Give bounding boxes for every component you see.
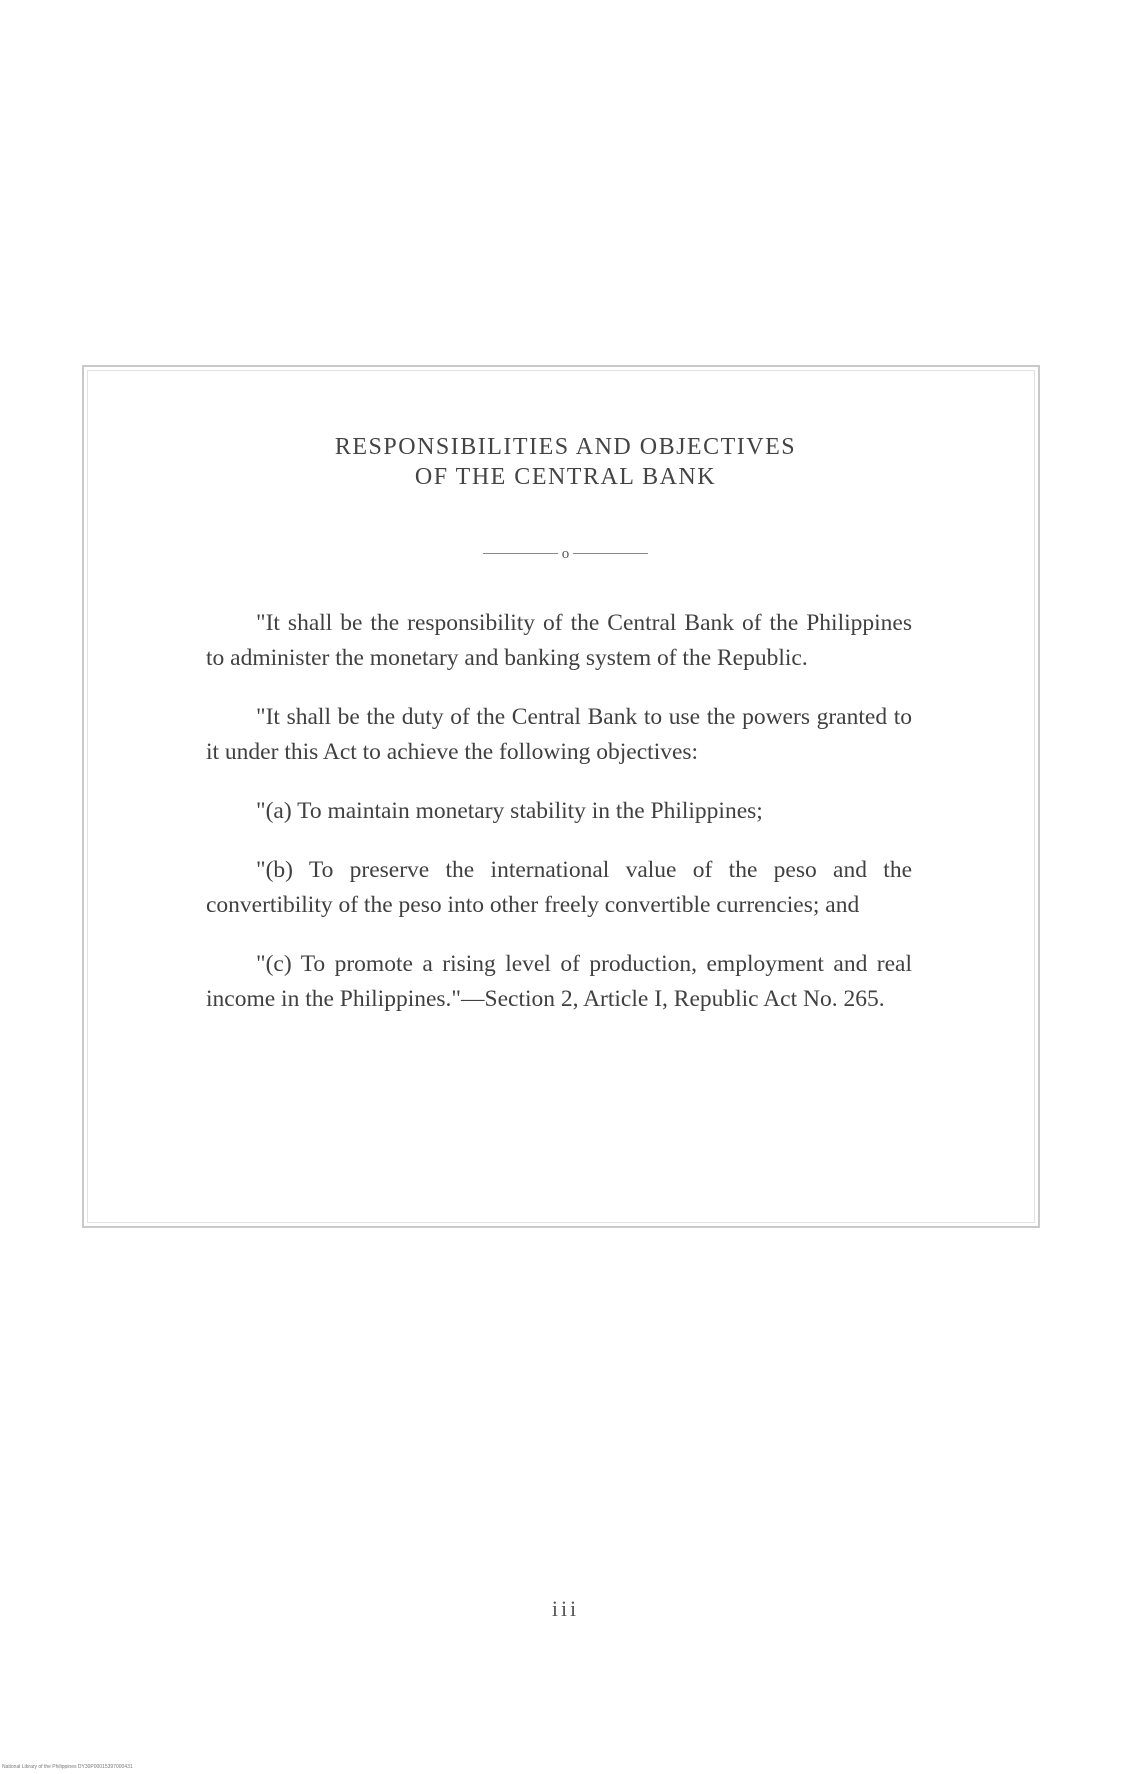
paragraph-objective-a: "(a) To maintain monetary stability in the Philippines;: [256, 798, 763, 824]
ornament-rule-left: [483, 553, 558, 554]
scan-footer: National Library of the Philippines DY30P00015397000431: [2, 1764, 133, 1770]
paragraph-objective-c: "(c) To promote a rising level of production, employment and real income in the Philippines."—Section 2, Article I, Republic Act No. 265.: [206, 951, 912, 1012]
title-line-1: RESPONSIBILITIES AND OBJECTIVES: [334, 434, 797, 460]
title-line-2: OF THE CENTRAL BANK: [414, 464, 717, 490]
ornament-mark: o: [561, 545, 570, 562]
quoted-text-body: [206, 606, 912, 1041]
ornament-rule-right: [573, 553, 648, 554]
ornament-divider: [0, 542, 1131, 564]
page-number: iii: [551, 1596, 580, 1621]
paragraph-objective-b: "(b) To preserve the international value of the peso and the convertibility of the peso into other freely convertible currencies; and: [206, 857, 912, 918]
paragraph-duty: "It shall be the duty of the Central Bank to use the powers granted to it under this Act to achieve the following objectives:: [206, 704, 912, 765]
paragraph-responsibility: "It shall be the responsibility of the Central Bank of the Philippines to administer the monetary and banking system of the Republic.: [206, 610, 912, 671]
page-title: [0, 432, 1131, 492]
